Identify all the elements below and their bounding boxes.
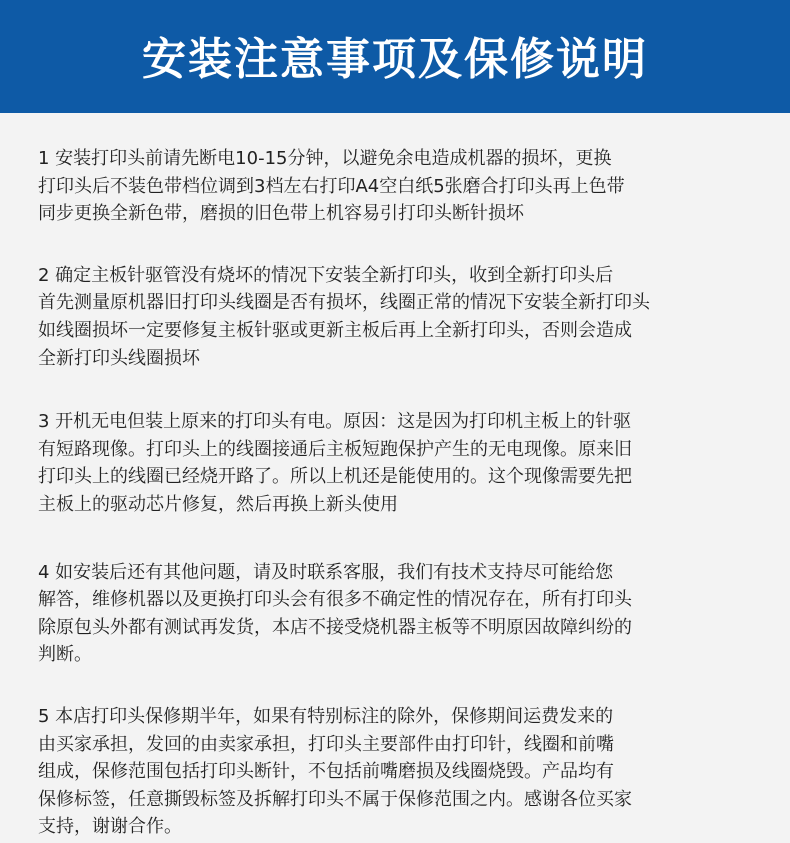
notice-line: 首先测量原机器旧打印头线圈是否有损坏，线圈正常的情况下安装全新打印头 [38,292,650,314]
notice-line: 打印头后不装色带档位调到3档左右打印A4空白纸5张磨合打印头再上色带 [38,175,625,197]
notice-section-2 [38,262,760,372]
notice-line: 解答，维修机器以及更换打印头会有很多不确定性的情况存在，所有打印头 [38,589,632,611]
notice-line: 除原包头外都有测试再发货，本店不接受烧机器主板等不明原因故障纠纷的 [38,616,632,638]
notice-line: 判断。 [38,644,92,666]
notice-line: 1 安装打印头前请先断电10-15分钟，以避免余电造成机器的损坏，更换 [38,148,612,169]
notice-line: 组成，保修范围包括打印头断针，不包括前嘴磨损及线圈烧毁。产品均有 [38,761,614,783]
notice-line: 由买家承担，发回的由卖家承担，打印头主要部件由打印针，线圈和前嘴 [38,733,614,755]
notice-line: 打印头上的线圈已经烧开路了。所以上机还是能使用的。这个现像需要先把 [38,466,632,488]
notice-line: 主板上的驱动芯片修复，然后再换上新头使用 [38,493,398,515]
notice-line: 支持，谢谢合作。 [38,816,182,838]
notice-line: 2 确定主板针驱管没有烧坏的情况下安装全新打印头，收到全新打印头后 [38,264,614,286]
notice-line: 保修标签，任意撕毁标签及拆解打印头不属于保修范围之内。感谢各位买家 [38,788,632,810]
notice-line: 有短路现像。打印头上的线圈接通后主板短跑保护产生的无电现像。原来旧 [38,438,632,460]
notice-line: 如线圈损坏一定要修复主板针驱或更新主板后再上全新打印头，否则会造成 [38,319,632,341]
notice-section-1 [38,113,760,228]
notice-line: 同步更换全新色带，磨损的旧色带上机容易引打印头断针损坏 [38,203,524,225]
notice-section-3 [38,408,760,518]
notice-line: 4 如安装后还有其他问题，请及时联系客服，我们有技术支持尽可能给您 [38,561,614,583]
notice-section-5 [38,703,760,841]
notice-body [0,113,790,841]
notice-section-4 [38,559,760,669]
page-title: 安装注意事项及保修说明 [142,33,648,85]
notice-line: 3 开机无电但装上原来的打印头有电。原因：这是因为打印机主板上的针驱 [38,411,632,433]
title-banner [0,0,790,113]
notice-line: 全新打印头线圈损坏 [38,347,200,369]
notice-line: 5 本店打印头保修期半年，如果有特别标注的除外，保修期间运费发来的 [38,705,614,727]
